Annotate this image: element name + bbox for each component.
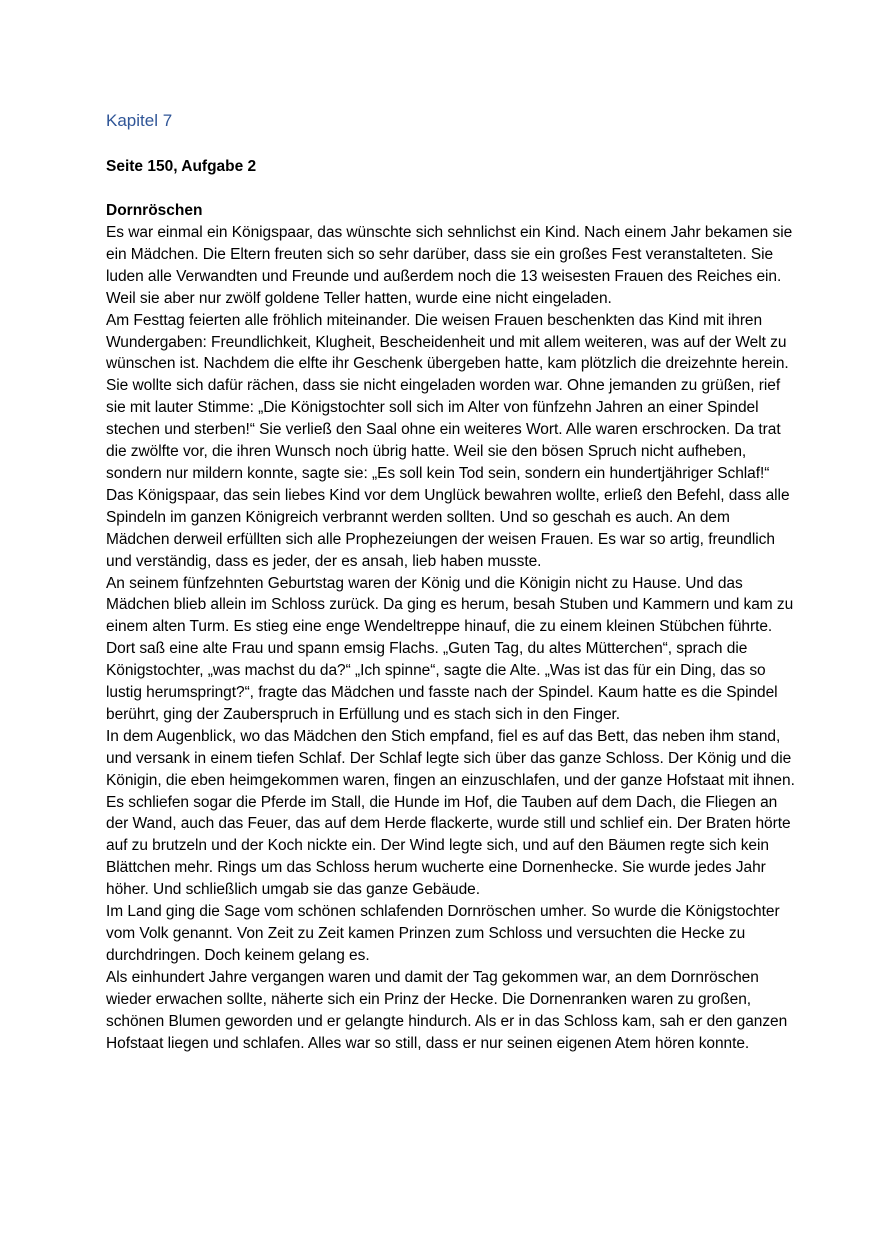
story-body [106, 222, 796, 1054]
paragraph: Es war einmal ein Königspaar, das wünschte sich sehnlichst ein Kind. Nach einem Jahr bekamen sie ein Mädchen. Die Eltern freuten sich so sehr darüber, dass sie ein großes Fest veranstalteten. Sie luden alle Verwandten und Freunde und außerdem noch die 13 weisesten Frauen des Reiches ein. Weil sie aber nur zwölf goldene Teller hatten, wurde eine nicht eingeladen. [106, 224, 793, 307]
paragraph: An seinem fünfzehnten Geburtstag waren der König und die Königin nicht zu Hause. Und das Mädchen blieb allein im Schloss zurück. Da ging es herum, besah Stuben und Kammern und kam zu einem alten Turm. Es stieg eine enge Wendeltreppe hinauf, die zu einem kleinen Stübchen führte. Dort saß eine alte Frau und spann emsig Flachs. „Guten Tag, du altes Mütterchen“, sprach die Königstochter, „was machst du da?“ „Ich spinne“, sagte die Alte. „Was ist das für ein Ding, das so lustig herumspringt?“, fragte das Mädchen und fasste nach der Spindel. Kaum hatte es die Spindel berührt, ging der Zauberspruch in Erfüllung und es stach sich in den Finger. [106, 574, 794, 723]
paragraph: In dem Augenblick, wo das Mädchen den Stich empfand, fiel es auf das Bett, das neben ihm stand, und versank in einem tiefen Schlaf. Der Schlaf legte sich über das ganze Schloss. Der König und die Königin, die eben heimgekommen waren, fingen an einzuschlafen, und der ganze Hofstaat mit ihnen. Es schliefen sogar die Pferde im Stall, die Hunde im Hof, die Tauben auf dem Dach, die Fliegen an der Wand, auch das Feuer, das auf dem Herde flackerte, wurde still und schlief ein. Der Braten hörte auf zu brutzeln und der Koch nickte ein. Der Wind legte sich, und auf den Bäumen regte sich kein Blättchen mehr. Rings um das Schloss herum wucherte eine Dornenhecke. Sie wurde jedes Jahr höher. Und schließlich umgab sie das ganze Gebäude. [106, 727, 795, 899]
paragraph: Am Festtag feierten alle fröhlich miteinander. Die weisen Frauen beschenkten das Kind mit ihren Wundergaben: Freundlichkeit, Klugheit, Bescheidenheit und mit allem weiteren, was auf der Welt zu wünschen ist. Nachdem die elfte ihr Geschenk übergeben hatte, kam plötzlich die dreizehnte herein. Sie wollte sich dafür rächen, dass sie nicht eingeladen worden war. Ohne jemanden zu grüßen, rief sie mit lauter Stimme: „Die Königstochter soll sich im Alter von fünfzehn Jahren an einer Spindel stechen und sterben!“ Sie verließ den Saal ohne ein weiteres Wort. Alle waren erschrocken. Da trat die zwölfte vor, die ihren Wunsch noch übrig hatte. Weil sie den bösen Spruch nicht aufheben, sondern nur mildern konnte, sagte sie: „Es soll kein Tod sein, sondern ein hundertjähriger Schlaf!“ [106, 311, 789, 482]
exercise-heading: Seite 150, Aufgabe 2 [106, 158, 257, 175]
paragraph: Im Land ging die Sage vom schönen schlafenden Dornröschen umher. So wurde die Königstochter vom Volk genannt. Von Zeit zu Zeit kamen Prinzen zum Schloss und versuchten die Hecke zu durchdringen. Doch keinem gelang es. [106, 903, 780, 964]
chapter-heading: Kapitel 7 [106, 111, 173, 130]
document-page [106, 108, 796, 1054]
story-title: Dornröschen [106, 202, 203, 219]
paragraph: Als einhundert Jahre vergangen waren und damit der Tag gekommen war, an dem Dornröschen wieder erwachen sollte, näherte sich ein Prinz der Hecke. Die Dornenranken waren zu großen, schönen Blumen geworden und er gelangte hindurch. Als er in das Schloss kam, sah er den ganzen Hofstaat liegen und schlafen. Alles war so still, dass er nur seinen eigenen Atem hören konnte. [106, 968, 788, 1052]
paragraph: Das Königspaar, das sein liebes Kind vor dem Unglück bewahren wollte, erließ den Befehl, dass alle Spindeln im ganzen Königreich verbrannt werden sollten. Und so geschah es auch. An dem Mädchen derweil erfüllten sich alle Prophezeiungen der weisen Frauen. Es war so artig, freundlich und verständig, dass es jeder, der es ansah, lieb haben musste. [106, 486, 790, 570]
